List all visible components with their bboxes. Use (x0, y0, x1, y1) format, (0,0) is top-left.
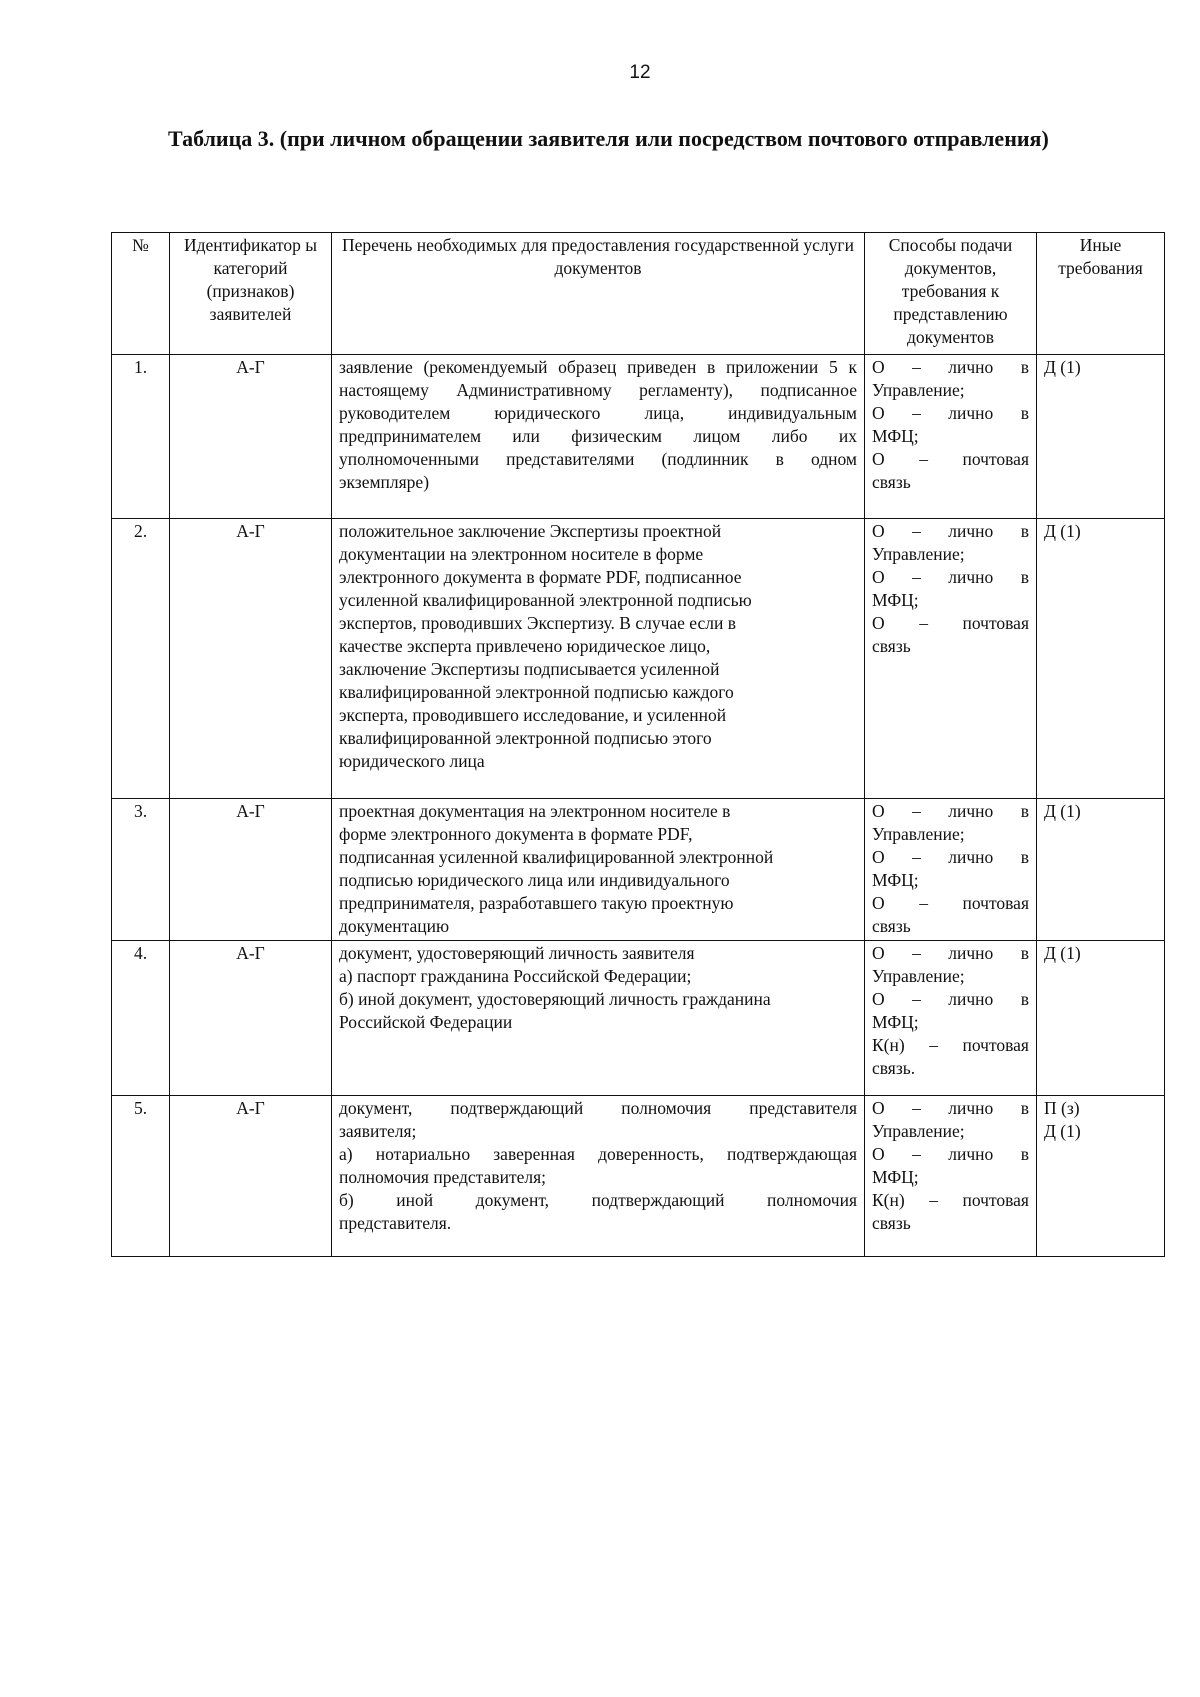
method-line: О – лично в (872, 403, 1029, 423)
row-methods (865, 799, 1037, 941)
method-line: О – лично в (872, 357, 1029, 377)
row-methods (865, 1096, 1037, 1257)
row-identifier: А-Г (170, 519, 332, 799)
method-line: О – лично в (872, 801, 1029, 821)
method-line: О – лично в (872, 1144, 1029, 1164)
row-number: 2. (112, 519, 170, 799)
document-line: б) иной документ, удостоверяющий личность гражданина (339, 989, 771, 1009)
document-line: а) нотариально заверенная доверенность, подтверждающая (339, 1144, 857, 1164)
document-line: заявителя; (339, 1121, 417, 1141)
document-line: экспертов, проводивших Экспертизу. В случае если в (339, 613, 736, 633)
page-number: 12 (629, 62, 651, 83)
row-document (332, 941, 865, 1096)
document-line: документ, подтверждающий полномочия представителя (339, 1098, 857, 1118)
method-line: О – лично в (872, 521, 1029, 541)
method-line: О – лично в (872, 989, 1029, 1009)
row-identifier: А-Г (170, 799, 332, 941)
method-line: МФЦ; (872, 590, 919, 610)
document-line: предпринимателя, разработавшего такую проектную (339, 893, 734, 913)
method-line: Управление; (872, 966, 965, 986)
row-other (1037, 1096, 1165, 1257)
table-title: Таблица 3. (при личном обращении заявителя или посредством почтового отправления) (168, 126, 1049, 151)
document-line: усиленной квалифицированной электронной подписью (339, 590, 752, 610)
row-document (332, 799, 865, 941)
method-line: О – лично в (872, 943, 1029, 963)
method-line: МФЦ; (872, 1167, 919, 1187)
row-other: Д (1) (1037, 355, 1165, 519)
document-line: качестве эксперта привлечено юридическое лицо, (339, 636, 711, 656)
method-line: МФЦ; (872, 870, 919, 890)
row-document: заявление (рекомендуемый образец приведен в приложении 5 к настоящему Административному регламенту), подписанное руководителем юридического лица, индивидуальным предпринимателем или физическим лицом либо их уполномоченными представителями (подлинник в одном экземпляре) (332, 355, 865, 519)
row-number: 5. (112, 1096, 170, 1257)
row-identifier: А-Г (170, 355, 332, 519)
method-line: О – почтовая (872, 893, 1029, 913)
table-row (112, 941, 1165, 1096)
row-other: Д (1) (1037, 799, 1165, 941)
method-line: МФЦ; (872, 426, 919, 446)
table-row (112, 799, 1165, 941)
document-line: проектная документация на электронном носителе в (339, 801, 731, 821)
method-line: связь. (872, 1058, 916, 1078)
document-line: полномочия представителя; (339, 1167, 547, 1187)
method-line: Управление; (872, 1121, 965, 1141)
method-line: связь (872, 636, 911, 656)
row-methods (865, 355, 1037, 519)
method-line: К(н) – почтовая (872, 1190, 1029, 1210)
method-line: Управление; (872, 380, 965, 400)
row-methods (865, 941, 1037, 1096)
method-line: К(н) – почтовая (872, 1035, 1029, 1055)
method-line: О – почтовая (872, 449, 1029, 469)
other-line: П (з) (1044, 1098, 1080, 1118)
table-row (112, 519, 1165, 799)
document-line: подписанная усиленной квалифицированной электронной (339, 847, 774, 867)
header-documents: Перечень необходимых для предоставления государственной услуги документов (332, 233, 865, 355)
document-line: документации на электронном носителе в форме (339, 544, 704, 564)
method-line: О – лично в (872, 847, 1029, 867)
method-line: МФЦ; (872, 1012, 919, 1032)
table-row (112, 355, 1165, 519)
document-line: форме электронного документа в формате PDF, (339, 824, 693, 844)
row-number: 3. (112, 799, 170, 941)
method-line: Управление; (872, 824, 965, 844)
document-line: заключение Экспертизы подписывается усиленной (339, 659, 720, 679)
table-row (112, 1096, 1165, 1257)
document-line: Российской Федерации (339, 1012, 513, 1032)
header-num: № (112, 233, 170, 355)
document-line: эксперта, проводившего исследование, и усиленной (339, 705, 727, 725)
document-line: документацию (339, 916, 450, 936)
header-methods: Способы подачи документов, требования к представлению документов (865, 233, 1037, 355)
method-line: Управление; (872, 544, 965, 564)
row-methods (865, 519, 1037, 799)
header-other: Иные требования (1037, 233, 1165, 355)
method-line: О – лично в (872, 567, 1029, 587)
document-line: представителя. (339, 1213, 452, 1233)
row-document (332, 519, 865, 799)
document-line: юридического лица (339, 751, 485, 771)
other-line: Д (1) (1044, 1121, 1081, 1141)
document-line: б) иной документ, подтверждающий полномочия (339, 1190, 857, 1210)
method-line: О – почтовая (872, 613, 1029, 633)
document-line: подписью юридического лица или индивидуального (339, 870, 730, 890)
document-line: документ, удостоверяющий личность заявителя (339, 943, 695, 963)
row-identifier: А-Г (170, 941, 332, 1096)
row-number: 4. (112, 941, 170, 1096)
header-identifiers: Идентификатор ы категорий (признаков) заявителей (170, 233, 332, 355)
document-line: а) паспорт гражданина Российской Федерации; (339, 966, 692, 986)
document-line: положительное заключение Экспертизы проектной (339, 521, 722, 541)
row-identifier: А-Г (170, 1096, 332, 1257)
document-line: электронного документа в формате PDF, подписанное (339, 567, 742, 587)
documents-table (111, 232, 1165, 1257)
table-header-row (112, 233, 1165, 355)
method-line: связь (872, 916, 911, 936)
document-line: квалифицированной электронной подписью каждого (339, 682, 734, 702)
method-line: О – лично в (872, 1098, 1029, 1118)
method-line: связь (872, 472, 911, 492)
row-document (332, 1096, 865, 1257)
row-other: Д (1) (1037, 941, 1165, 1096)
document-line: квалифицированной электронной подписью этого (339, 728, 712, 748)
method-line: связь (872, 1213, 911, 1233)
row-other: Д (1) (1037, 519, 1165, 799)
row-number: 1. (112, 355, 170, 519)
